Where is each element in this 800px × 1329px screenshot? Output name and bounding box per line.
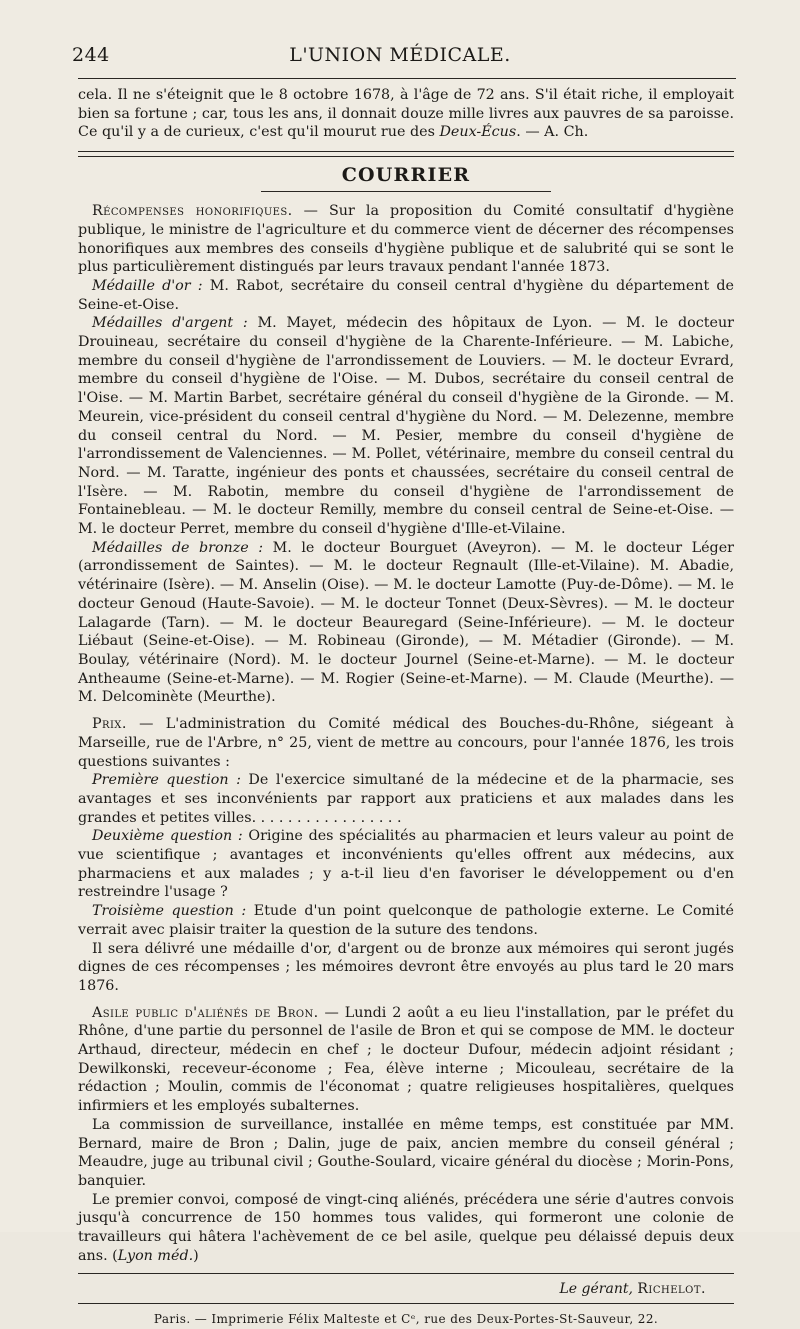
footer-rule [78,1273,734,1274]
asile-paragraph [78,1004,734,1116]
medaille-or-text: M. Rabot, secrétaire du conseil central d'hygiène du département de Seine-et-Oise. [78,277,734,313]
page-number: 244 [72,44,110,66]
question-3-label: Troisième question : [92,903,247,920]
question-2-label: Deuxième question : [92,828,243,845]
medaille-or-paragraph [78,277,734,314]
medailles-argent-text: M. Mayet, médecin des hôpitaux de Lyon. — M. le docteur Drouineau, secrétaire du conseil d'hygiène de la Charente-Inférieure. — M. Labiche, membre du conseil d'hygiène de l'arrondissement de Louviers. — M. le docteur Evrard, membre du conseil d'hygiène de l'Oise. — M. Dubos, secrétaire du conseil central de l'Oise. — M. Martin Barbet, secrétaire général du conseil d'hygiène de la Gironde. — M. Meurein, vice-président du conseil central d'hygiène du Nord. — M. Delezenne, membre du conseil central du Nord. — M. Pesier, membre du conseil d'hygiène de l'arrondissement de Valenciennes. — M. Pollet, vétérinaire, membre du conseil central du Nord. — M. Taratte, ingénieur des ponts et chaussées, secrétaire du conseil central de l'Isère. — M. Rabotin, membre du conseil d'hygiène de l'arrondissement de Fontainebleau. — M. le docteur Remilly, membre du conseil central de Seine-et-Oise. — M. le docteur Perret, membre du conseil d'hygiène d'Ille-et-Vilaine. [78,315,735,538]
medaille-or-label: Médaille d'or : [92,277,203,294]
prix-paragraph [78,715,734,771]
question-3-text: Etude d'un point quelconque de pathologie externe. Le Comité verrait avec plaisir traiter la question de la suture des tendons. [78,903,734,938]
prix-closing-paragraph: Il sera délivré une médaille d'or, d'argent ou de bronze aux mémoires qui seront jugés dignes de ces récompenses ; les mémoires devront être envoyés au plus tard le 20 mars 1876. [78,940,734,994]
signature-name: Richelot. [637,1281,706,1298]
commission-paragraph: La commission de surveillance, installée en même temps, est constituée par MM. Bernard, maire de Bron ; Dalin, juge de paix, ancien membre du conseil général ; Meaudre, juge au tribunal civil ; Gouthe-Soulard, vicaire général du diocèse ; Morin-Pons, banquier. [78,1116,734,1189]
page-body [78,86,734,1329]
medailles-bronze-text: M. le docteur Bourguet (Aveyron). — M. le docteur Léger (arrondissement de Saintes). — M. le docteur Regnault (Ille-et-Vilaine). M. Abadie, vétérinaire (Isère). — M. Anselin (Oise). — M. le docteur Lamotte (Puy-de-Dôme). — M. le docteur Genoud (Haute-Savoie). — M. le docteur Tonnet (Deux-Sèvres). — M. le docteur Lalagarde (Tarn). — M. le docteur Beauregard (Seine-Inférieure). — M. le docteur Liébaut (Seine-et-Oise). — M. Robineau (Gironde), — M. Métadier (Gironde). — M. Boulay, vétérinaire (Nord). M. le docteur Journel (Seine-et-Marne). — M. le docteur Antheaume (Seine-et-Marne). — M. Rogier (Seine-et-Marne). — M. Claude (Meurthe). — M. Delcominète (Meurthe). [78,539,734,706]
section-title: COURRIER [341,164,471,187]
convoi-end: ) [193,1247,199,1264]
prix-heading: Prix. [92,716,127,733]
convoi-paragraph [78,1191,734,1266]
intro-paragraph [78,86,734,142]
imprint-rule [78,1303,734,1304]
question-2-text: Origine des spécialités au pharmacien et leurs valeur au point de vue scientifique ; avantages et inconvénients qu'elles offrent aux médecins, aux pharmaciens et aux malades ; y a-t-il lieu d'en favoriser le développement ou d'en restreindre l'usage ? [78,828,734,901]
question-1-paragraph [78,771,734,827]
section-separator [78,151,734,157]
intro-text: cela. Il ne s'éteignit que le 8 octobre 1678, à l'âge de 72 ans. S'il était riche, il employait bien sa fortune ; car, tous les ans, il donnait douze mille livres aux pauvres de sa paroisse. Ce qu'il y a de curieux, c'est qu'il mourut rue des [78,87,734,141]
prix-text: — L'administration du Comité médical des Bouches-du-Rhône, siégeant à Marseille, rue de l'Arbre, n° 25, vient de mettre au concours, pour l'année 1876, les trois questions suivantes : [78,716,734,770]
title-underline [261,191,551,192]
medailles-bronze-paragraph [78,539,734,707]
question-1-text: De l'exercice simultané de la médecine et de la pharmacie, ses avantages et ses inconvénients par rapport aux praticiens et aux malades dans les grandes et petites villes. . . . . . . . . . . . . . . . . [78,772,734,826]
medailles-bronze-label: Médailles de bronze : [92,539,264,556]
signature [78,1280,734,1299]
printer-imprint: Paris. — Imprimerie Félix Malteste et Cᵉ, rue des Deux-Portes-St-Sauveur, 22. [153,1312,659,1327]
question-2-paragraph [78,827,734,902]
intro-street: Deux-Écus [439,124,517,141]
asile-text: — Lundi 2 août a eu lieu l'installation, par le préfet du Rhône, d'une partie du personnel de l'asile de Bron et qui se compose de MM. le docteur Arthaud, directeur, médecin en chef ; le docteur Dufour, médecin adjoint résidant ; Dewilkonski, receveur-économe ; Fea, élève interne ; Micouleau, secrétaire de la rédaction ; Moulin, commis de l'économat ; quatre religieuses hospitalières, quelques infirmiers et les employés subalternes. [78,1004,734,1115]
recompenses-heading: Récompenses honorifiques. [92,203,293,220]
signature-role: Le gérant, [559,1281,633,1298]
recompenses-text: — Sur la proposition du Comité consultatif d'hygiène publique, le ministre de l'agriculture et du commerce vient de décerner des récompenses honorifiques aux membres des conseils d'hygiène publique et de salubrité qui se sont le plus particulièrement distingués par leurs travaux pendant l'année 1873. [78,203,734,276]
asile-heading: Asile public d'aliénés de Bron. [92,1004,319,1021]
medailles-argent-paragraph [78,314,734,538]
intro-signoff: . — A. Ch. [516,124,589,141]
question-3-paragraph [78,902,734,939]
source-citation: Lyon méd. [117,1247,194,1264]
journal-title: L'UNION MÉDICALE. [289,44,511,66]
header-rule [78,78,736,79]
convoi-text: Le premier convoi, composé de vingt-cinq aliénés, précédera une série d'autres convois jusqu'à concurrence de 150 hommes tous valides, qui formeront une colonie de travailleurs qui hâtera l'achèvement de ce bel asile, quelque peu délaissé depuis deux ans. ( [78,1191,734,1264]
recompenses-paragraph [78,202,734,277]
question-1-label: Première question : [92,772,241,789]
medailles-argent-label: Médailles d'argent : [92,315,248,332]
